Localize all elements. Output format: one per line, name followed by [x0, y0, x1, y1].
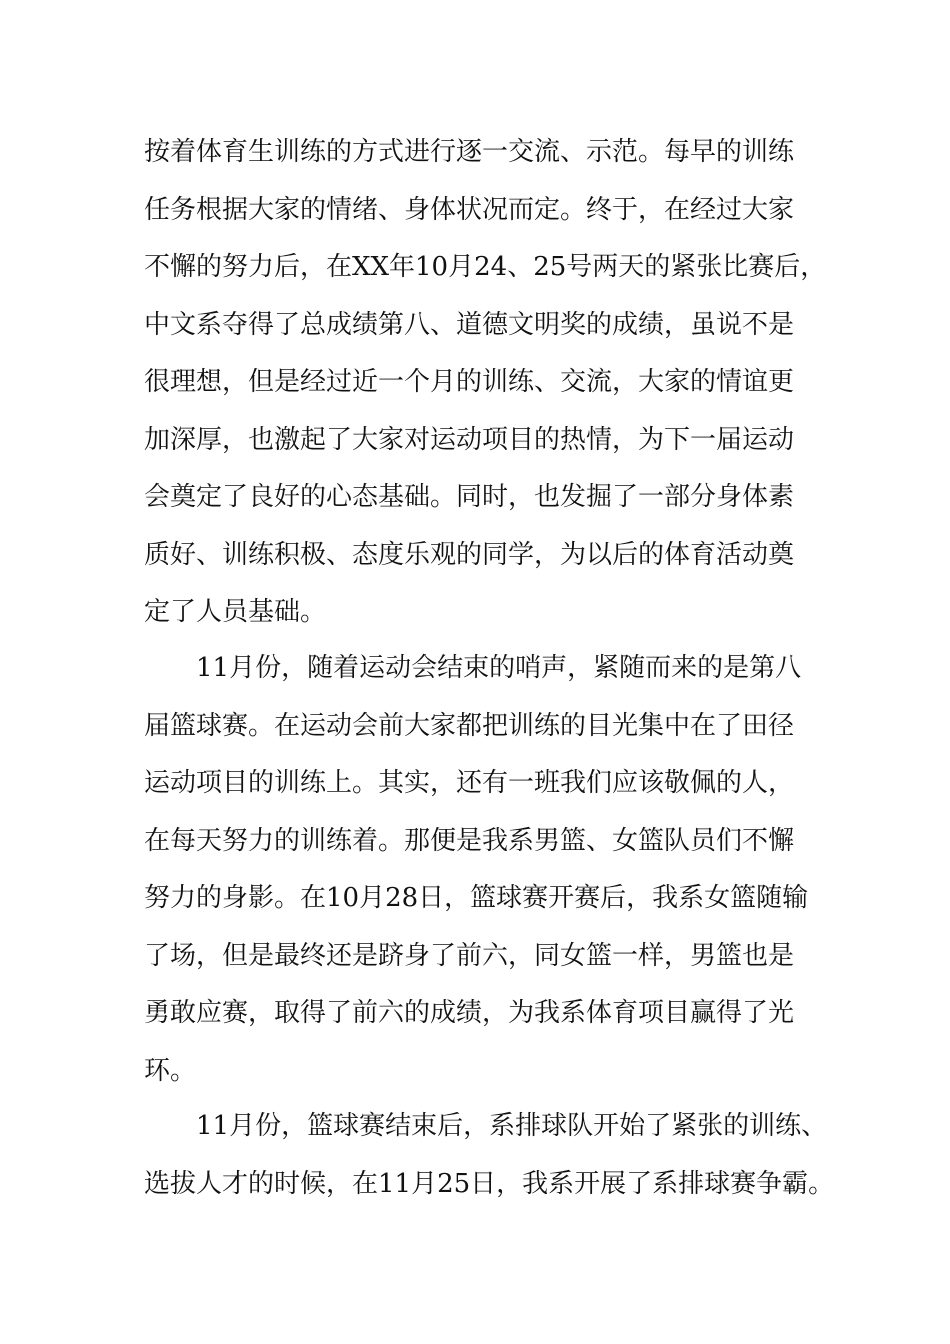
paragraph-1-line-3: 不懈的努力后，在XX年10月24、25号两天的紧张比赛后，: [144, 252, 827, 282]
paragraph-3-line-2: 选拔人才的时候，在11月25日，我系开展了系排球赛争霸。: [144, 1168, 835, 1199]
paragraph-2-line-1: 11月份，随着运动会结束的哨声，紧随而来的是第八: [196, 653, 802, 683]
paragraph-1-line-7: 会奠定了良好的心态基础。同时，也发掘了一部分身体素: [144, 482, 795, 512]
paragraph-2-line-4: 在每天努力的训练着。那便是我系男篮、女篮队员们不懈: [144, 825, 795, 856]
paragraph-2: [144, 640, 834, 1100]
paragraph-3-line-1: 11月份，篮球赛结束后，系排球队开始了紧张的训练、: [196, 1111, 828, 1141]
paragraph-2-line-8: 环。: [144, 1055, 197, 1086]
paragraph-1: [144, 124, 834, 642]
paragraph-2-line-3: 运动项目的训练上。其实，还有一班我们应该敬佩的人，: [144, 768, 795, 798]
paragraph-2-line-6: 了场，但是最终还是跻身了前六，同女篮一样，男篮也是: [144, 940, 795, 971]
paragraph-1-line-1: 按着体育生训练的方式进行逐一交流、示范。每早的训练: [144, 137, 795, 167]
paragraph-2-line-7: 勇敢应赛，取得了前六的成绩，为我系体育项目赢得了光: [144, 998, 795, 1028]
paragraph-2-line-5: 努力的身影。在10月28日，篮球赛开赛后，我系女篮随输: [144, 883, 809, 913]
paragraph-2-line-2: 届篮球赛。在运动会前大家都把训练的目光集中在了田径: [144, 710, 795, 741]
paragraph-1-line-6: 加深厚，也激起了大家对运动项目的热情，为下一届运动: [144, 424, 795, 455]
paragraph-1-line-2: 任务根据大家的情绪、身体状况而定。终于，在经过大家: [144, 194, 795, 225]
paragraph-1-line-8: 质好、训练积极、态度乐观的同学，为以后的体育活动奠: [144, 539, 795, 570]
paragraph-1-line-4: 中文系夺得了总成绩第八、道德文明奖的成绩，虽说不是: [144, 309, 795, 340]
paragraph-1-line-5: 很理想，但是经过近一个月的训练、交流，大家的情谊更: [144, 367, 795, 397]
paragraph-3: [144, 1098, 834, 1213]
paragraph-1-line-9: 定了人员基础。: [144, 597, 327, 627]
